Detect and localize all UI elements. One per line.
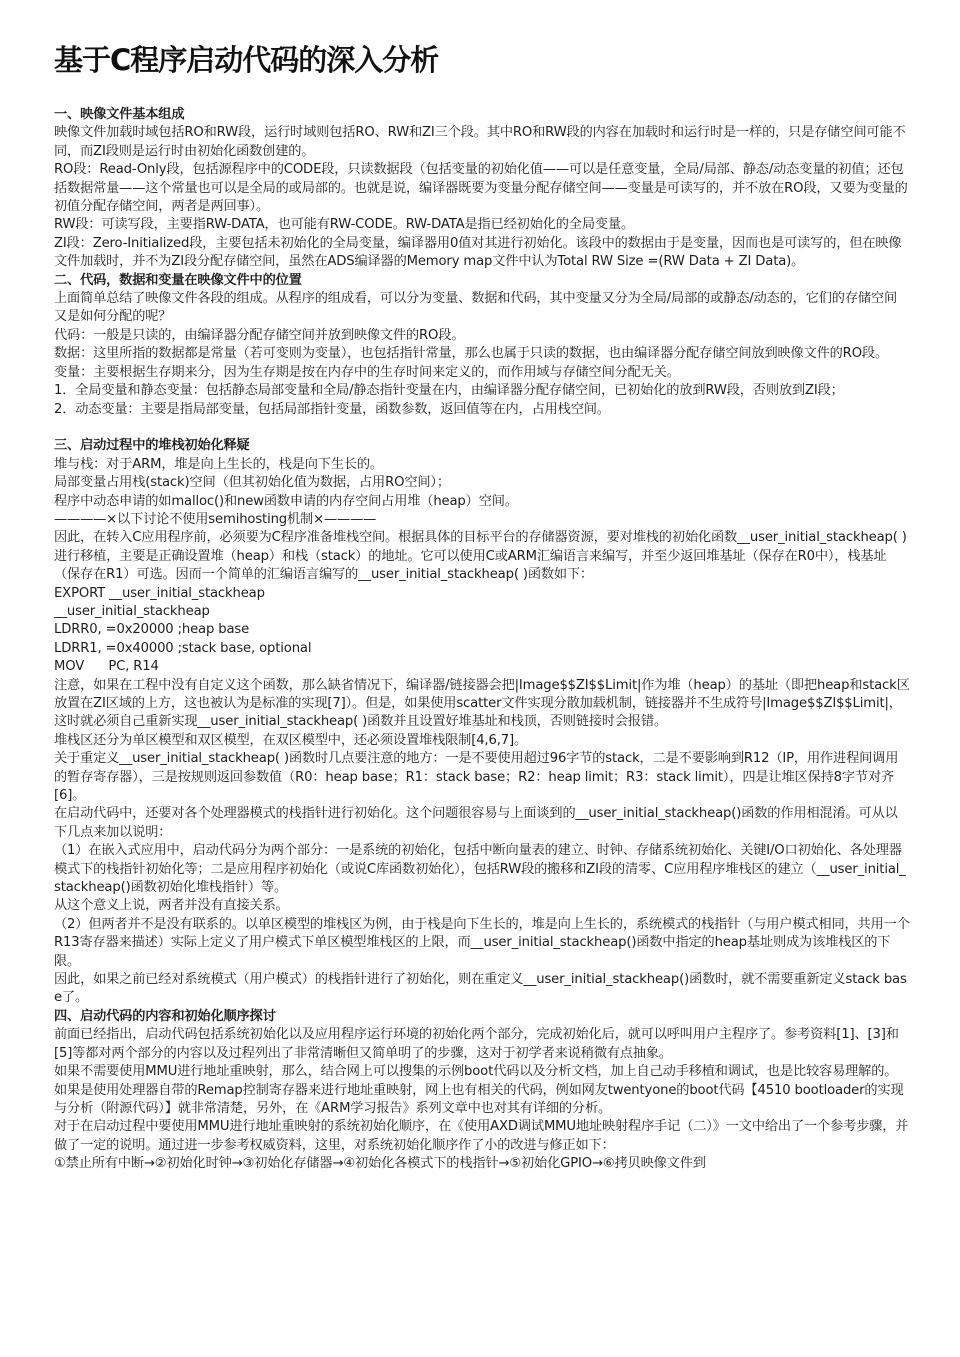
paragraph: 映像文件加载时域包括RO和RW段，运行时域则包括RO、RW和ZI三个段。其中RO和RW段的内容在加载时和运行时是一样的，只是存储空间可能不同，而ZI段则是运行时由初始化函数创建的。 — [54, 125, 906, 159]
paragraph: 堆栈区还分为单区模型和双区模型，在双区模型中，还必须设置堆栈限制[4,6,7]。 — [54, 732, 528, 748]
paragraph: ————×以下讨论不使用semihosting机制×———— — [54, 511, 377, 527]
paragraph: RW段：可读写段，主要指RW-DATA，也可能有RW-CODE。RW-DATA是指已经初始化的全局变量。 — [54, 217, 634, 233]
paragraph: 1．全局变量和静态变量：包括静态局部变量和全局/静态指针变量在内，由编译器分配存储空间，已初始化的放到RW段，否则放到ZI段； — [54, 383, 844, 399]
paragraph: LDRR1, =0x40000 ;stack base, optional — [54, 640, 312, 656]
paragraph: 局部变量占用栈(stack)空间（但其初始化值为数据，占用RO空间）； — [54, 475, 450, 491]
section-heading: 四、启动代码的内容和初始化顺序探讨 — [54, 1008, 276, 1024]
paragraph: 在启动代码中，还要对各个处理器模式的栈指针进行初始化。这个问题很容易与上面谈到的__user_initial_stackheap()函数的作用相混淆。可从以下几点来加以说明： — [54, 806, 898, 840]
paragraph: 上面简单总结了映像文件各段的组成。从程序的组成看，可以分为变量、数据和代码，其中变量又分为全局/局部的或静态/动态的，它们的存储空间又是如何分配的呢？ — [54, 291, 897, 325]
section-heading: 一、映像文件基本组成 — [54, 107, 185, 122]
paragraph: 对于在启动过程中要使用MMU进行地址重映射的系统初始化顺序，在《使用AXD调试MMU地址映射程序手记（二）》一文中给出了一个参考步骤，并做了一定的说明。通过进一步参考权威资料，这里，对系统初始化顺序作了小的改进与修正如下： — [54, 1119, 909, 1153]
document-page — [54, 40, 910, 1174]
paragraph: 因此，如果之前已经对系统模式（用户模式）的栈指针进行了初始化，则在重定义__user_initial_stackheap()函数时，就不需要重新定义stack base了。 — [54, 972, 907, 1006]
paragraph: 如果不需要使用MMU进行地址重映射，那么，结合网上可以搜集的示例boot代码以及分析文档，加上自己动手移植和调试，也是比较容易理解的。如果是使用处理器自带的Remap控制寄存器来进行地址重映射，网上也有相关的代码，例如网友twentyone的boot代码【4510 bootloader的实现与分析（附源代码）】就非常清楚，另外，在《ARM学习报告》系列文章中也对其有详细的分析。 — [54, 1064, 904, 1116]
paragraph: 数据：这里所指的数据都是常量（若可变则为变量），也包括指针常量，那么也属于只读的数据，也由编译器分配存储空间放到映像文件的RO段。 — [54, 346, 889, 362]
page-title: 基于C程序启动代码的深入分析 — [54, 43, 439, 77]
paragraph: LDRR0, =0x20000 ;heap base — [54, 622, 250, 638]
paragraph: 变量：主要根据生存期来分，因为生存期是按在内存中的生存时间来定义的，而作用域与存储空间分配无关。 — [54, 364, 680, 380]
paragraph: （1）在嵌入式应用中，启动代码分为两个部分：一是系统的初始化，包括中断向量表的建立、时钟、存储系统初始化、关键I/O口初始化、各处理器模式下的栈指针初始化等；二是应用程序初始化（或说C库函数初始化），包括RW段的搬移和ZI段的清零、C应用程序堆栈区的建立（__user_initial_stackheap()函数初始化堆栈指针）等。 — [54, 843, 906, 896]
paragraph: ①禁止所有中断→②初始化时钟→③初始化存储器→④初始化各模式下的栈指针→⑤初始化GPIO→⑥拷贝映像文件到 — [54, 1156, 706, 1172]
paragraph: 注意，如果在工程中没有自定义这个函数，那么缺省情况下，编译器/链接器会把|Image$$ZI$$Limit|作为堆（heap）的基址（即把heap和stack区放置在ZI区域的上方，这也被认为是标准的实现[7]）。但是，如果使用scatter文件实现分散加载机制，链接器并不生成符号|Image$$ZI$$Limit|，这时就必须自己重新实现__user_initial_stackheap( )函数并且设置好堆基址和栈顶，否则链接时会报错。 — [54, 677, 910, 730]
paragraph: RO段：Read-Only段，包括源程序中的CODE段，只读数据段（包括变量的初始化值——可以是任意变量，全局/局部、静态/动态变量的初值；还包括数据常量——这个常量也可以是全局的或局部的。也就是说，编译器既要为变量分配存储空间——变量是可读写的，并不放在RO段，又要为变量的初值分配存储空间，两者是两回事）。 — [54, 162, 908, 215]
paragraph: 代码：一般是只读的，由编译器分配存储空间并放到映像文件的RO段。 — [54, 327, 465, 343]
paragraph: MOV PC, R14 — [54, 659, 159, 675]
document-body — [54, 106, 910, 1174]
paragraph: __user_initial_stackheap — [54, 603, 210, 619]
section-heading: 三、启动过程中的堆栈初始化释疑 — [54, 438, 250, 454]
paragraph — [54, 419, 910, 437]
paragraph: 堆与栈：对于ARM，堆是向上生长的，栈是向下生长的。 — [54, 456, 383, 472]
paragraph: 从这个意义上说，两者并没有直接关系。 — [54, 898, 289, 914]
paragraph: 2．动态变量：主要是指局部变量，包括局部指针变量，函数参数，返回值等在内，占用栈空间。 — [54, 401, 610, 417]
paragraph: 因此，在转入C应用程序前，必须要为C程序准备堆栈空间。根据具体的目标平台的存储器资源，要对堆栈的初始化函数__user_initial_stackheap( )进行移植，主要是正确设置堆（heap）和栈（stack）的地址。它可以使用C或ARM汇编语言来编写，并至少返回堆基址（保存在R0中），栈基址（保存在R1）可选。因而一个简单的汇编语言编写的__user_initial_stackheap( )函数如下： — [54, 530, 907, 583]
paragraph: 程序中动态申请的如malloc()和new函数申请的内存空间占用堆（heap）空间。 — [54, 493, 518, 509]
paragraph: EXPORT __user_initial_stackheap — [54, 585, 265, 601]
section-heading: 二、代码，数据和变量在映像文件中的位置 — [54, 272, 302, 288]
paragraph: （2）但两者并不是没有联系的。以单区模型的堆栈区为例，由于栈是向下生长的，堆是向上生长的，系统模式的栈指针（与用户模式相同，共用一个R13寄存器来描述）实际上定义了用户模式下单区模型堆栈区的上限，而__user_initial_stackheap()函数中指定的heap基址则成为该堆栈区的下限。 — [54, 916, 910, 969]
paragraph: 关于重定义__user_initial_stackheap( )函数时几点要注意的地方：一是不要使用超过96字节的stack，二是不要影响到R12（IP，用作进程间调用的暂存寄存器），三是按规则返回参数值（R0：heap base；R1：stack base；R2：heap limit；R3：stack limit），四是让堆区保持8字节对齐[6]。 — [54, 751, 899, 804]
paragraph: ZI段：Zero-Initialized段，主要包括未初始化的全局变量，编译器用0值对其进行初始化。该段中的数据由于是变量，因而也是可读写的，但在映像文件加载时，并不为ZI段分配存储空间，虽然在ADS编译器的Memory map文件中认为Total RW Size =(RW Data + ZI Data)。 — [54, 235, 902, 270]
paragraph: 前面已经指出，启动代码包括系统初始化以及应用程序运行环境的初始化两个部分，完成初始化后，就可以呼叫用户主程序了。参考资料[1]、[3]和[5]等都对两个部分的内容以及过程列出了非常清晰但又简单明了的步骤，这对于初学者来说稍微有点抽象。 — [54, 1027, 899, 1061]
